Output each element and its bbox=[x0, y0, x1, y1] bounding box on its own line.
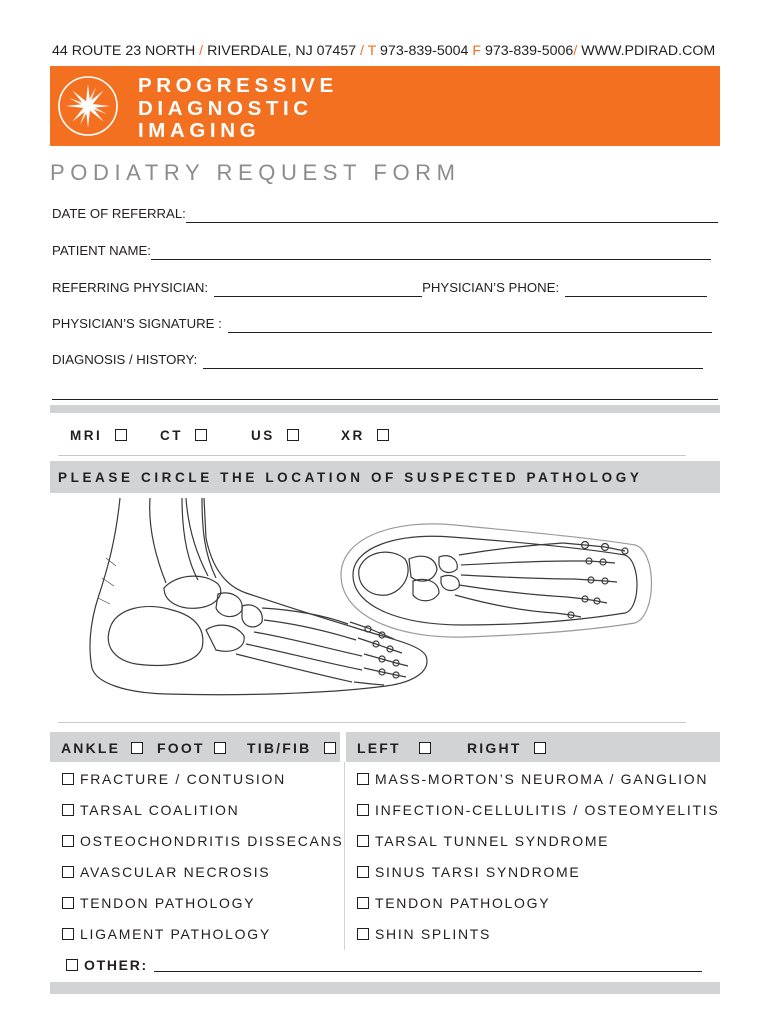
diagnosis-history-continuation-field[interactable] bbox=[52, 399, 718, 400]
divider-bar bbox=[50, 405, 720, 413]
separator: / bbox=[199, 43, 204, 59]
form-title: PODIATRY REQUEST FORM bbox=[50, 160, 461, 185]
condition-option bbox=[62, 771, 286, 787]
divider-line bbox=[58, 455, 686, 456]
ankle-checkbox[interactable] bbox=[131, 742, 143, 754]
foot-label: FOOT bbox=[157, 740, 205, 756]
diagnosis-history-label: DIAGNOSIS / HISTORY: bbox=[52, 352, 198, 367]
website: WWW.PDIRAD.COM bbox=[577, 43, 716, 59]
date-of-referral-label: DATE OF REFERRAL: bbox=[52, 206, 186, 221]
condition-label: SHIN SPLINTS bbox=[375, 926, 492, 942]
fax-number: 973-839-5006 bbox=[484, 43, 574, 59]
separator: / bbox=[573, 43, 578, 59]
dorsal-foot-diagram[interactable] bbox=[335, 515, 660, 640]
condition-option bbox=[357, 771, 708, 787]
condition-checkbox[interactable] bbox=[357, 835, 369, 847]
condition-label: AVASCULAR NECROSIS bbox=[80, 864, 271, 880]
fax-prefix: F bbox=[472, 43, 485, 59]
physician-signature-row bbox=[52, 313, 712, 333]
tib-fib-checkbox[interactable] bbox=[324, 742, 336, 754]
phone-number: 973-839-5004 bbox=[380, 43, 473, 59]
condition-label: LIGAMENT PATHOLOGY bbox=[80, 926, 271, 942]
condition-option bbox=[62, 926, 271, 942]
condition-label: SINUS TARSI SYNDROME bbox=[375, 864, 581, 880]
street-address: 44 ROUTE 23 NORTH bbox=[52, 43, 200, 59]
condition-option bbox=[357, 833, 609, 849]
condition-label: TARSAL COALITION bbox=[80, 802, 240, 818]
ankle-label: ANKLE bbox=[61, 740, 121, 756]
diagnosis-history-field[interactable] bbox=[203, 354, 703, 369]
modality-us bbox=[251, 428, 299, 443]
modality-xr-label: XR bbox=[341, 428, 365, 443]
mri-checkbox[interactable] bbox=[115, 429, 127, 441]
condition-checkbox[interactable] bbox=[62, 897, 74, 909]
modality-xr bbox=[341, 428, 389, 443]
condition-checkbox[interactable] bbox=[62, 804, 74, 816]
condition-checkbox[interactable] bbox=[62, 928, 74, 940]
location-heading: PLEASE CIRCLE THE LOCATION OF SUSPECTED PATHOLOGY bbox=[58, 470, 643, 485]
condition-checkbox[interactable] bbox=[62, 773, 74, 785]
condition-option bbox=[357, 864, 580, 880]
condition-checkbox[interactable] bbox=[357, 804, 369, 816]
left-label: LEFT bbox=[357, 740, 401, 756]
brand-line-2: DIAGNOSTIC bbox=[138, 96, 313, 120]
tib-fib-option bbox=[247, 740, 336, 756]
condition-option bbox=[62, 864, 270, 880]
date-of-referral-row bbox=[52, 203, 718, 223]
column-divider bbox=[344, 762, 345, 950]
phone-prefix: T bbox=[364, 43, 381, 59]
xr-checkbox[interactable] bbox=[377, 429, 389, 441]
patient-name-label: PATIENT NAME: bbox=[52, 243, 151, 258]
condition-option bbox=[357, 895, 550, 911]
condition-label: MASS-MORTON’S NEUROMA / GANGLION bbox=[375, 771, 709, 787]
condition-label: TENDON PATHOLOGY bbox=[80, 895, 256, 911]
physician-phone-field[interactable] bbox=[565, 282, 707, 297]
condition-option bbox=[62, 833, 343, 849]
condition-checkbox[interactable] bbox=[357, 928, 369, 940]
right-option bbox=[467, 740, 546, 756]
left-option bbox=[357, 740, 431, 756]
modality-ct-label: CT bbox=[160, 428, 183, 443]
location-heading-bar bbox=[50, 461, 720, 493]
separator: / bbox=[360, 43, 364, 59]
brand-banner bbox=[50, 66, 720, 146]
condition-label: INFECTION-CELLULITIS / OSTEOMYELITIS bbox=[375, 802, 720, 818]
brand-line-1: PROGRESSIVE bbox=[138, 74, 338, 97]
referring-physician-row bbox=[52, 277, 707, 297]
condition-checkbox[interactable] bbox=[357, 897, 369, 909]
other-field[interactable] bbox=[154, 959, 702, 972]
tib-fib-label: TIB/FIB bbox=[247, 740, 312, 756]
condition-checkbox[interactable] bbox=[357, 866, 369, 878]
referring-physician-label: REFERRING PHYSICIAN: bbox=[52, 280, 209, 295]
footer-bar bbox=[50, 982, 720, 994]
divider-line bbox=[58, 722, 686, 723]
us-checkbox[interactable] bbox=[287, 429, 299, 441]
ankle-option bbox=[61, 740, 143, 756]
foot-checkbox[interactable] bbox=[214, 742, 226, 754]
condition-checkbox[interactable] bbox=[62, 866, 74, 878]
right-label: RIGHT bbox=[467, 740, 522, 756]
modality-mri bbox=[70, 428, 127, 443]
modality-ct bbox=[160, 428, 207, 443]
physician-signature-field[interactable] bbox=[228, 318, 712, 333]
modality-us-label: US bbox=[251, 428, 275, 443]
physician-phone-label: PHYSICIAN’S PHONE: bbox=[422, 280, 560, 295]
foot-option bbox=[157, 740, 226, 756]
brand-line-3: IMAGING bbox=[138, 119, 261, 142]
condition-option bbox=[62, 895, 255, 911]
condition-option bbox=[62, 802, 239, 818]
condition-option bbox=[357, 802, 719, 818]
brand-name bbox=[138, 75, 338, 143]
starburst-logo-icon bbox=[58, 76, 118, 136]
patient-name-field[interactable] bbox=[151, 245, 711, 260]
condition-label: OSTEOCHONDRITIS DISSECANS bbox=[80, 833, 344, 849]
condition-label: FRACTURE / CONTUSION bbox=[80, 771, 286, 787]
left-checkbox[interactable] bbox=[419, 742, 431, 754]
other-option bbox=[66, 957, 702, 973]
other-label: OTHER: bbox=[84, 957, 148, 973]
condition-label: TENDON PATHOLOGY bbox=[375, 895, 551, 911]
condition-label: TARSAL TUNNEL SYNDROME bbox=[375, 833, 610, 849]
right-checkbox[interactable] bbox=[534, 742, 546, 754]
diagnosis-history-row bbox=[52, 349, 703, 369]
other-checkbox[interactable] bbox=[66, 959, 78, 971]
physician-signature-label: PHYSICIAN’S SIGNATURE : bbox=[52, 316, 222, 331]
city-address: RIVERDALE, NJ 07457 bbox=[203, 43, 361, 59]
modality-mri-label: MRI bbox=[70, 428, 103, 443]
date-of-referral-field[interactable] bbox=[186, 208, 718, 223]
condition-checkbox[interactable] bbox=[357, 773, 369, 785]
condition-option bbox=[357, 926, 491, 942]
referring-physician-field[interactable] bbox=[214, 282, 422, 297]
condition-checkbox[interactable] bbox=[62, 835, 74, 847]
patient-name-row bbox=[52, 240, 711, 260]
ct-checkbox[interactable] bbox=[195, 429, 207, 441]
address-line bbox=[52, 43, 715, 59]
